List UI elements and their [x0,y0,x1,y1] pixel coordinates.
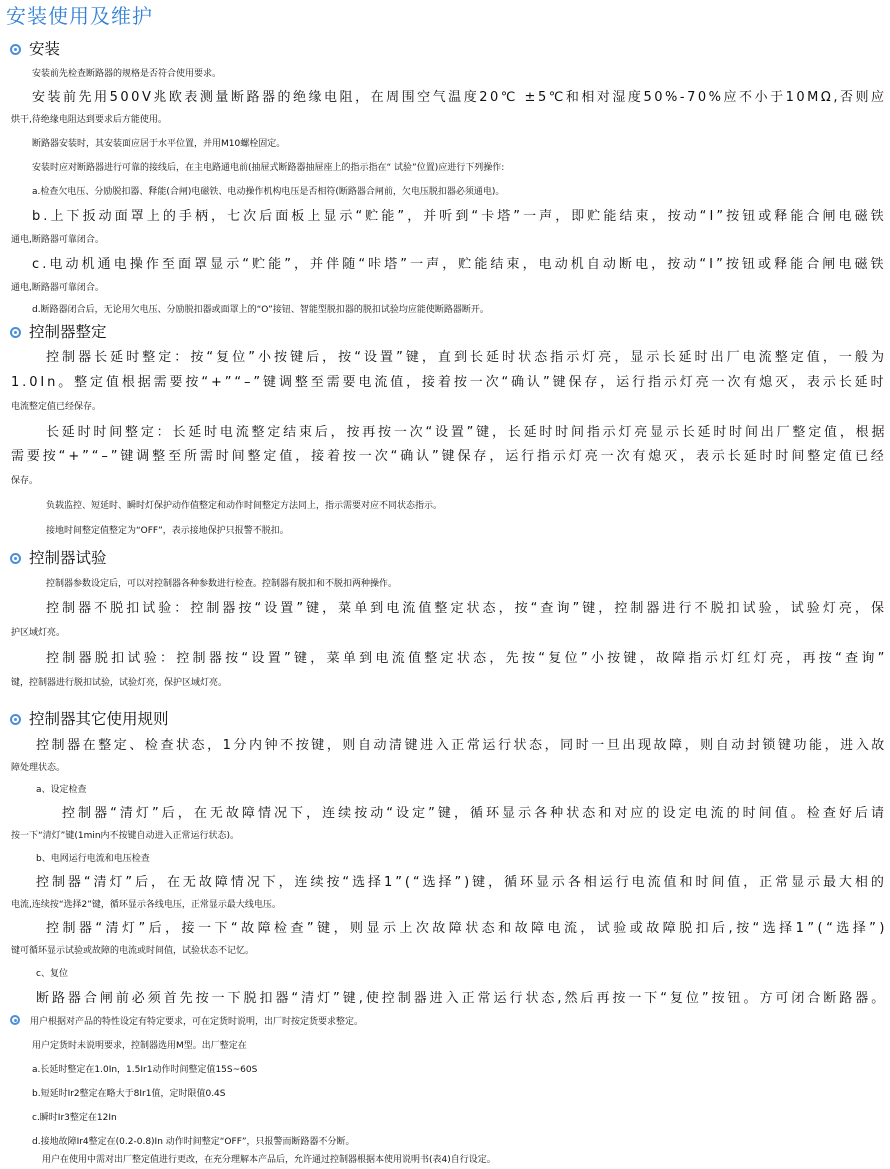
paragraph-line: 通电,断路器可靠闭合。 [11,235,104,245]
paragraph-line: 控制器在整定、检查状态，1分内钟不按键，则自动清键进入正常运行状态，同时一旦出现故障，则自动封锁键功能，进入故 [36,738,887,753]
paragraph-line: 1.0In。整定值根据需要按“+”“–”键调整至需要电流值，接着按一次“确认”键保存，运行指示灯亮一次有熄灭，表示长延时 [11,375,887,390]
paragraph-line: 控制器长延时整定：按“复位”小按键后，按“设置”键，直到长延时状态指示灯亮，显示长延时出厂电流整定值，一般为 [46,350,887,365]
order-note: 用户根据对产品的特性设定有特定要求，可在定货时说明，出厂时按定货要求整定。 [10,1014,890,1031]
paragraph-line: a、设定检查 [36,785,87,795]
paragraph-line: b.上下扳动面罩上的手柄，七次后面板上显示“贮能”，并听到“卡塔”一声，即贮能结束，按动“I”按钮或释能合闸电磁铁 [32,209,887,224]
paragraph-line: 安装前先用500V兆欧表测量断路器的绝缘电阻，在周围空气温度20℃ ±5℃和相对湿度50%-70%应不小于10MΩ,否则应 [32,90,887,105]
paragraph-line: 需要按“+”“–”键调整至所需时间整定值，接着按一次“确认”键保存，运行指示灯亮一次有熄灭，表示长延时时间整定值已经 [11,449,887,464]
paragraph-line: 用户在使用中需对出厂整定值进行更改，在充分理解本产品后，允许通过控制器根据本使用说明书(表4)自行设定。 [42,1155,496,1165]
paragraph-line: c.瞬时Ir3整定在12In [32,1113,117,1123]
circle-bullet-icon [10,327,21,338]
paragraph-line: c.电动机通电操作至面罩显示“贮能”，并伴随“咔塔”一声，贮能结束，电动机自动断电，按动“I”按钮或释能合闸电磁铁 [32,257,887,272]
paragraph-line: 控制器参数设定后，可以对控制器各种参数进行检查。控制器有脱扣和不脱扣两种操作。 [46,579,398,589]
paragraph-line: 通电,断路器可靠闭合。 [11,283,104,293]
paragraph-line: a.长延时整定在1.0In，1.5Ir1动作时间整定值15S~60S [32,1065,258,1075]
section-heading-rules: 控制器其它使用规则 [10,710,890,729]
paragraph-line: 控制器“清灯”后，在无故障情况下，连续按动“设定”键，循环显示各种状态和对应的设定电流的时间值。检查好后请 [62,806,887,821]
paragraph-line: 控制器“清灯”后，接一下“故障检查”键，则显示上次故障状态和故障电流，试验或故障脱扣后,按“选择1”(“选择”) [46,921,888,936]
paragraph-line: 键，控制器进行脱扣试验，试验灯亮，保护区域灯亮。 [11,678,228,688]
circle-bullet-icon [10,1015,20,1025]
paragraph-line: 按一下“清灯”键(1min内不按键自动进入正常运行状态)。 [11,831,240,841]
paragraph-line: 安装前先检查断路器的规格是否符合使用要求。 [32,69,222,79]
paragraph-line: 电流,连续按“选择2”键，循环显示各线电压，正常显示最大线电压。 [11,900,281,910]
circle-bullet-icon [10,44,21,55]
paragraph-line: 用户定货时未说明要求，控制器选用M型。出厂整定在 [32,1041,247,1051]
paragraph-line: 断路器安装时，其安装面应居于水平位置，并用M10螺栓固定。 [32,139,286,149]
circle-bullet-icon [10,714,21,725]
circle-bullet-icon [10,553,21,564]
paragraph-line: 接地时间整定值整定为“OFF”，表示接地保护只报警不脱扣。 [46,526,289,536]
paragraph-line: 键可循环显示试验或故障的电流或时间值，试验状态不记忆。 [11,946,255,956]
paragraph-line: b.短延时Ir2整定在略大于8Ir1值，定时限值0.4S [32,1089,226,1099]
paragraph-line: c、复位 [36,969,68,979]
page-title: 安装使用及维护 [6,4,153,28]
paragraph-line: 负载监控、短延时、瞬时灯保护动作值整定和动作时间整定方法同上，指示需要对应不同状态指示。 [46,501,443,511]
paragraph-line: 烘干,待绝缘电阻达到要求后方能使用。 [11,115,167,125]
paragraph-line: 保存。 [11,476,39,486]
paragraph-line: 护区域灯亮。 [11,628,66,638]
paragraph-line: 长延时时间整定：长延时电流整定结束后，按再按一次“设置”键，长延时时间指示灯亮显示长延时时间出厂整定值，根据 [46,425,888,440]
paragraph-line: 控制器“清灯”后，在无故障情况下，连续按“选择1”(“选择”)键，循环显示各相运行电流值和时间值，正常显示最大相的 [36,875,887,890]
section-heading-setting: 控制器整定 [10,323,890,342]
paragraph-line: d.接地故障Ir4整定在(0.2-0.8)In 动作时间整定“OFF”，只报警而断路器不分断。 [32,1137,355,1147]
paragraph-line: d.断路器闭合后，无论用欠电压、分励脱扣器或面罩上的“O”接钮、智能型脱扣器的脱扣试验均应能使断路器断开。 [32,305,489,315]
paragraph-line: 障处理状态。 [11,763,66,773]
paragraph-line: b、电网运行电流和电压检查 [36,854,150,864]
paragraph-line: 控制器脱扣试验：控制器按“设置”键，菜单到电流值整定状态，先按“复位”小按键，故障指示灯红灯亮，再按“查询” [46,651,888,666]
section-heading-test: 控制器试验 [10,549,890,568]
paragraph-line: 安装时应对断路器进行可靠的接线后，在主电路通电前(抽屉式断路器抽屉座上的指示指在“ 试验”位置)应进行下列操作: [32,163,505,173]
section-heading-install: 安装 [10,40,890,59]
paragraph-line: 断路器合闸前必须首先按一下脱扣器“清灯”键,使控制器进入正常运行状态,然后再按一下“复位”按钮。方可闭合断路器。 [36,991,888,1006]
paragraph-line: 电流整定值已经保存。 [11,402,102,412]
paragraph-line: 控制器不脱扣试验：控制器按“设置”键，菜单到电流值整定状态，按“查询”键，控制器进行不脱扣试验，试验灯亮，保 [46,601,887,616]
paragraph-line: a.检查欠电压、分励脱扣器、释能(合闸)电磁铁、电动操作机构电压是否相符(断路器合闸前，欠电压脱扣器必须通电)。 [32,187,505,197]
